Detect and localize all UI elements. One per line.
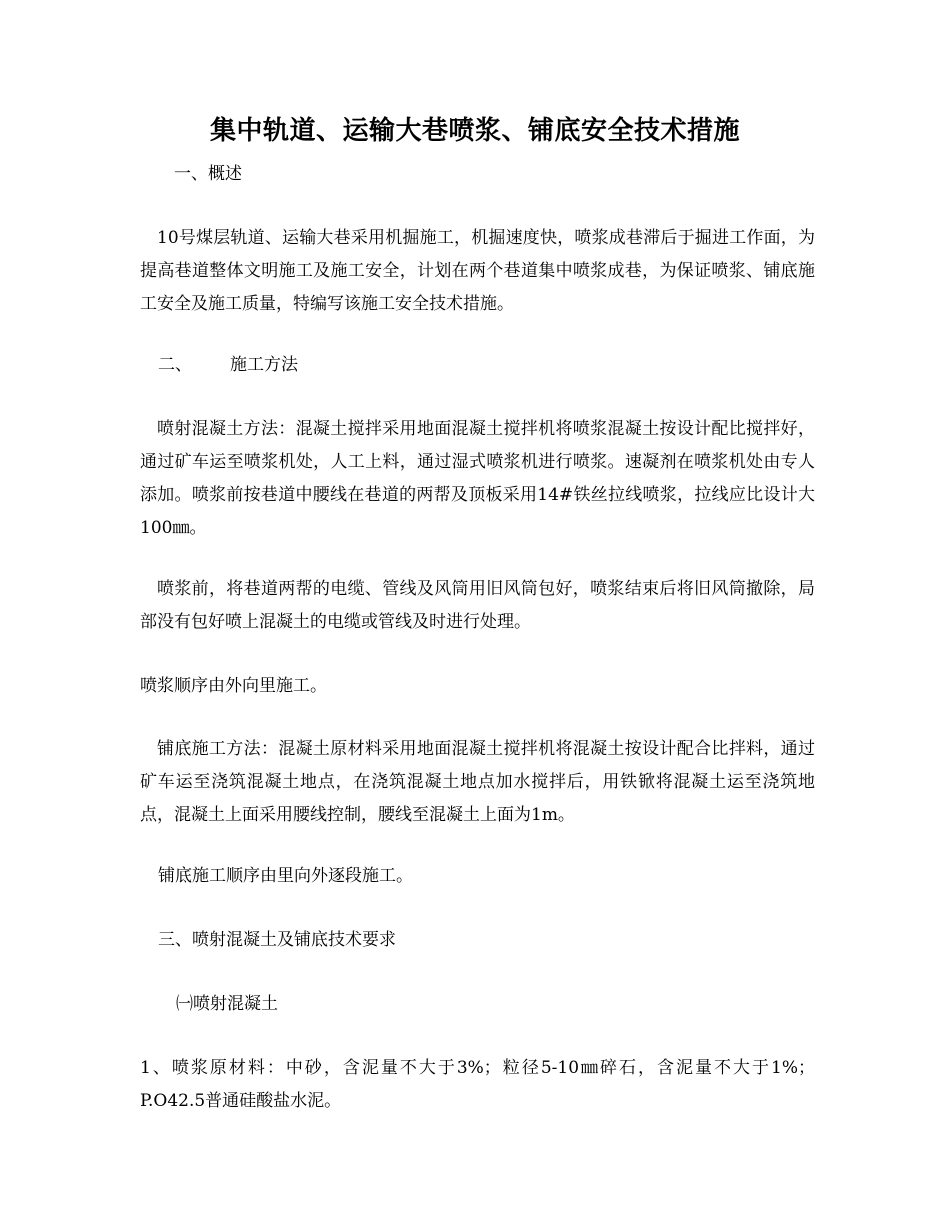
section-2-heading-number: 二、 [158, 355, 192, 375]
document-title: 集中轨道、运输大巷喷浆、铺底安全技术措施 [209, 116, 740, 146]
section-1-paragraph: 10号煤层轨道、运输大巷采用机掘施工，机掘速度快，喷浆成巷滞后于掘进工作面，为提高巷道整体文明施工及施工安全，计划在两个巷道集中喷浆成巷，为保证喷浆、铺底施工安全及施工质量，特编写该施工安全技术措施。 [140, 228, 815, 314]
section-2-heading-text: 施工方法 [230, 355, 298, 375]
section-1-heading: 一、概述 [174, 164, 242, 184]
section-2-paragraph-floor-method: 铺底施工方法：混凝土原材料采用地面混凝土搅拌机将混凝土按设计配合比拌料，通过矿车运至浇筑混凝土地点，在浇筑混凝土地点加水搅拌后，用铁锨将混凝土运至浇筑地点，混凝土上面采用腰线控制，腰线至混凝土上面为1m。 [140, 739, 815, 825]
section-2-heading [158, 349, 833, 382]
section-2-paragraph-spray-order: 喷浆顺序由外向里施工。 [140, 676, 327, 696]
section-3-item-1: 1、喷浆原材料：中砂，含泥量不大于3%；粒径5-10㎜碎石，含泥量不大于1%；P.O42.5普通硅酸盐水泥。 [140, 1058, 815, 1111]
section-2-paragraph-spray-method: 喷射混凝土方法：混凝土搅拌采用地面混凝土搅拌机将喷浆混凝土按设计配比搅拌好，通过矿车运至喷浆机处，人工上料，通过湿式喷浆机进行喷浆。速凝剂在喷浆机处由专人添加。喷浆前按巷道中腰线在巷道的两帮及顶板采用14#铁丝拉线喷浆，拉线应比设计大100㎜。 [140, 419, 815, 538]
section-2-paragraph-preparation: 喷浆前，将巷道两帮的电缆、管线及风筒用旧风筒包好，喷浆结束后将旧风筒撤除，局部没有包好喷上混凝土的电缆或管线及时进行处理。 [140, 579, 815, 632]
section-2-paragraph-floor-order: 铺底施工顺序由里向外逐段施工。 [158, 866, 413, 886]
section-3-heading: 三、喷射混凝土及铺底技术要求 [158, 930, 396, 950]
section-3-subheading-shotcrete: ㈠喷射混凝土 [176, 994, 278, 1014]
